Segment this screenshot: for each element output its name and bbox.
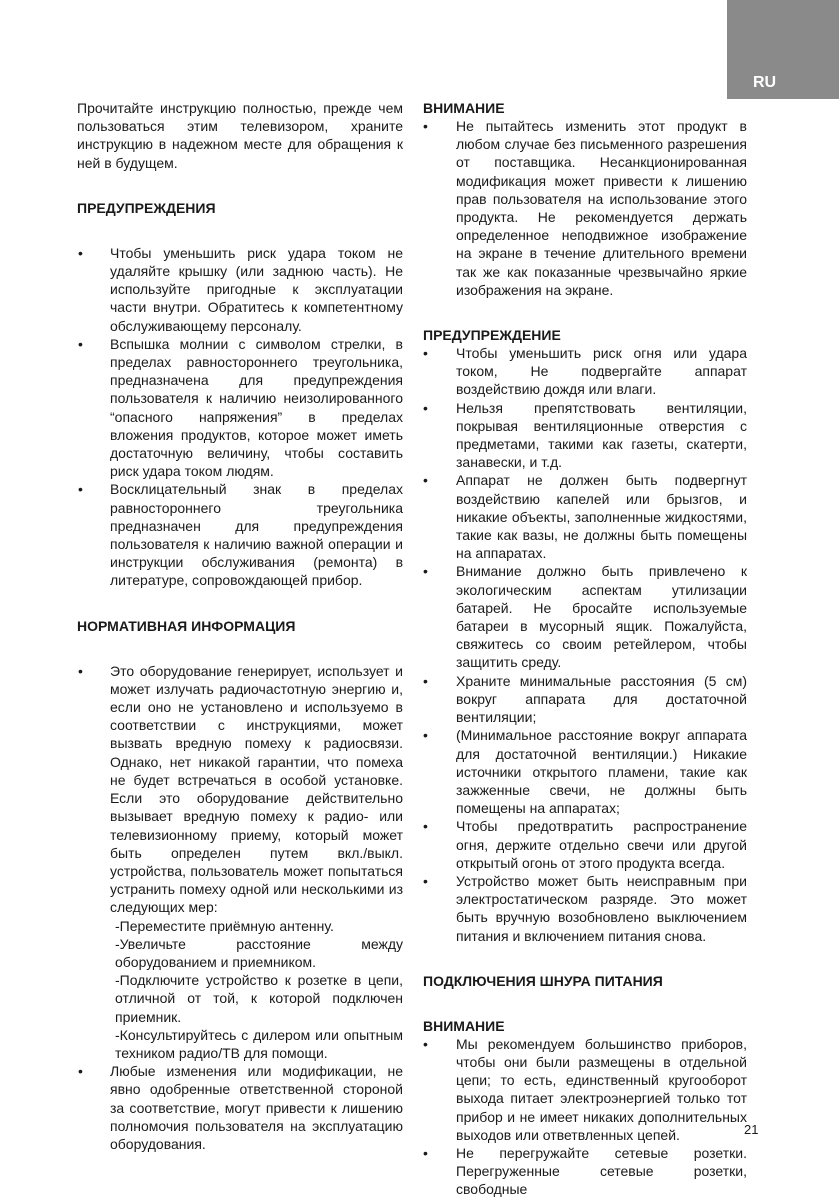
list-item: • Не пытайтесь изменить этот продукт в любом случае без письменного разрешения от поставщика. Несанкционированная модификация может привести к лишению прав пользователя на использование этого продукта. Не рекомендуется держать определенное неподвижное изображение на экране в течение длительного времени так же как показанные чрезвычайно яркие изображения на экране. [423, 117, 747, 299]
attention-list-2 [423, 1035, 747, 1199]
warning-list [423, 344, 747, 945]
page-number: 21 [744, 1122, 759, 1137]
attention-list [423, 117, 747, 299]
warnings-heading: ПРЕДУПРЕЖДЕНИЯ [77, 199, 216, 216]
list-item [77, 662, 403, 1062]
measure-item: -Подключите устройство к розетке в цепи, отличной от той, к которой подключен приемник. [115, 972, 403, 1025]
list-item: • Внимание должно быть привлечено к экологическим аспектам утилизации батарей. Не бросайте используемые батареи в мусорный ящик. Пожалуйста, свяжитесь со своим ретейлером, чтобы защитить среду. [423, 562, 747, 671]
attention-heading-2: ВНИМАНИЕ [423, 1017, 505, 1034]
list-item: • Устройство может быть неисправным при электростатическом разряде. Это может быть вручную возобновлено выключением питания и включением питания снова. [423, 872, 747, 945]
regulatory-heading: НОРМАТИВНАЯ ИНФОРМАЦИЯ [77, 617, 296, 634]
measure-item: -Увеличьте расстояние между оборудованием и приемником. [115, 935, 403, 970]
intro-paragraph: Прочитайте инструкцию полностью, прежде чем пользоваться этим телевизором, храните инструкцию в надежном месте для обращения к ней в будущем. [77, 100, 403, 171]
list-item: • Нельзя препятствовать вентиляции, покрывая вентиляционные отверстия с предметами, такими как газеты, скатерти, занавески, и т.д. [423, 399, 747, 472]
list-item: • Мы рекомендуем большинство приборов, чтобы они были размещены в отдельной цепи; то есть, единственный кругооборот выхода питает электроэнергией только тот прибор и не имеет никаких дополнительных выходов или ответвленных цепей. [423, 1035, 747, 1144]
list-item: • Аппарат не должен быть подвергнут воздействию капелей или брызгов, и никакие объекты, заполненные жидкостями, такие как вазы, не должны быть помещены на аппаратах. [423, 471, 747, 562]
left-column [77, 99, 403, 1153]
list-item: • Любые изменения или модификации, не явно одобренные ответственной стороной за соответствие, могут привести к лишению полномочия пользователя на эксплуатацию оборудования. [77, 1062, 403, 1153]
list-item: • Чтобы предотвратить распространение огня, держите отдельно свечи или другой открытый огонь от этого продукта всегда. [423, 817, 747, 872]
list-item: • (Минимальное расстояние вокруг аппарата для достаточной вентиляции.) Никакие источники открытого пламени, такие как зажженные свечи, не должны быть помещены на аппаратах; [423, 726, 747, 817]
right-column [423, 99, 747, 1199]
list-item: • Чтобы уменьшить риск удара током не удаляйте крышку (или заднюю часть). Не используйте пригодные к эксплуатации части внутри. Обратитесь к компетентному обслуживающему персоналу. [77, 244, 403, 335]
measure-item: -Консультируйтесь с дилером или опытным техником радио/ТВ для помощи. [115, 1026, 403, 1061]
list-item: • Храните минимальные расстояния (5 см) вокруг аппарата для достаточной вентиляции; [423, 672, 747, 727]
warnings-list [77, 244, 403, 590]
warning-heading: ПРЕДУПРЕЖДЕНИЕ [423, 327, 561, 344]
regulatory-list [77, 662, 403, 1153]
list-item: • Восклицательный знак в пределах равностороннего треугольника предназначен для предупреждения пользователя к наличию важной операции и инструкции обслуживания (ремонта) в литературе, сопровождающей прибор. [77, 480, 403, 589]
list-item: • Вспышка молнии с символом стрелки, в пределах равностороннего треугольника, предназначена для предупреждения пользователя к наличию неизолированного “опасного напряжения” в пределах вложения продуктов, которое может иметь достаточную величину, чтобы составить риск удара током людям. [77, 335, 403, 481]
list-item: • Чтобы уменьшить риск огня или удара током, Не подвергайте аппарат воздействию дождя или влаги. [423, 344, 747, 399]
regulatory-item-text: Это оборудование генерирует, использует и может излучать радиочастотную энергию и, если оно не установлено и используемо в соответствии с инструкциями, может вызвать вредную помеху к радиосвязи. Однако, нет никакой гарантии, что помеха не будет встречаться в особой установке. Если это оборудование действительно вызывает вредную помеху к радио- или телевизионному приему, который может быть определен путем вкл./выкл. устройства, пользователь может попытаться устранить помеху одной или несколькими из следующих мер: [110, 662, 403, 916]
measure-item: -Переместите приёмную антенну. [115, 917, 334, 934]
list-item: • Не перегружайте сетевые розетки. Перегруженные сетевые розетки, свободные [423, 1144, 747, 1199]
language-tab: RU [727, 0, 839, 99]
power-cord-heading: ПОДКЛЮЧЕНИЯ ШНУРА ПИТАНИЯ [423, 972, 663, 989]
attention-heading: ВНИМАНИЕ [423, 100, 505, 116]
